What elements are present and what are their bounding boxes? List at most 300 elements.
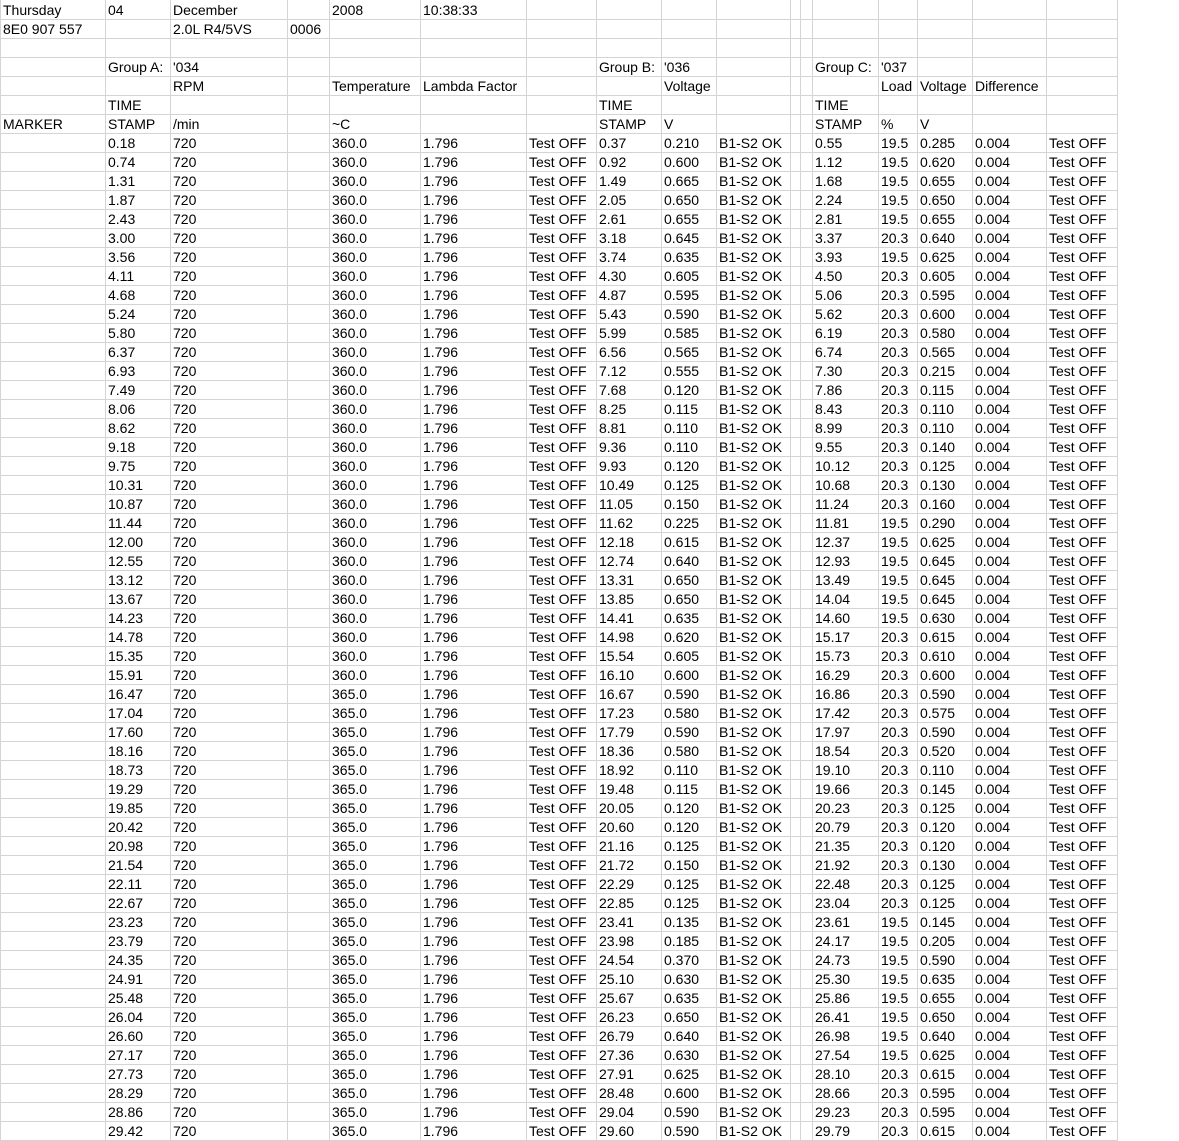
voltage-b-cell[interactable]: 0.630 (664, 1047, 700, 1063)
time-stamp-c-cell[interactable]: 6.19 (815, 325, 843, 341)
test-status-c-cell[interactable]: Test OFF (1049, 629, 1107, 645)
test-status-b-cell[interactable]: Test OFF (529, 705, 587, 721)
time-stamp-a-cell[interactable]: 7.49 (108, 382, 136, 398)
voltage-c-cell[interactable]: 0.600 (920, 306, 956, 322)
voltage-b-cell[interactable]: 0.590 (664, 686, 700, 702)
group-c-voltage-header[interactable]: Voltage (920, 78, 967, 94)
voltage-b-cell[interactable]: 0.635 (664, 990, 700, 1006)
temperature-cell[interactable]: 360.0 (332, 268, 368, 284)
time-stamp-c-cell[interactable]: 7.86 (815, 382, 843, 398)
load-cell[interactable]: 20.3 (881, 439, 909, 455)
lambda-factor-cell[interactable]: 1.796 (423, 534, 459, 550)
time-stamp-c-cell[interactable]: 12.93 (815, 553, 851, 569)
difference-cell[interactable]: 0.004 (975, 857, 1011, 873)
load-cell[interactable]: 20.3 (881, 781, 909, 797)
time-stamp-a-cell[interactable]: 15.91 (108, 667, 144, 683)
voltage-b-cell[interactable]: 0.620 (664, 629, 700, 645)
temperature-cell[interactable]: 360.0 (332, 515, 368, 531)
lambda-factor-cell[interactable]: 1.796 (423, 344, 459, 360)
time-stamp-b-cell[interactable]: 9.93 (599, 458, 627, 474)
sensor-status-cell[interactable]: B1-S2 OK (719, 325, 783, 341)
sensor-status-cell[interactable]: B1-S2 OK (719, 173, 783, 189)
voltage-c-cell[interactable]: 0.645 (920, 553, 956, 569)
sensor-status-cell[interactable]: B1-S2 OK (719, 287, 783, 303)
lambda-factor-cell[interactable]: 1.796 (423, 420, 459, 436)
test-status-b-cell[interactable]: Test OFF (529, 325, 587, 341)
test-status-b-cell[interactable]: Test OFF (529, 287, 587, 303)
time-stamp-a-cell[interactable]: 0.74 (108, 154, 136, 170)
voltage-c-cell[interactable]: 0.625 (920, 534, 956, 550)
sensor-status-cell[interactable]: B1-S2 OK (719, 686, 783, 702)
time-stamp-c-cell[interactable]: 14.60 (815, 610, 851, 626)
voltage-c-cell[interactable]: 0.655 (920, 211, 956, 227)
temperature-cell[interactable]: 360.0 (332, 211, 368, 227)
rpm-cell[interactable]: 720 (173, 306, 197, 322)
time-stamp-b-cell[interactable]: 7.12 (599, 363, 627, 379)
voltage-c-cell[interactable]: 0.215 (920, 363, 956, 379)
sensor-status-cell[interactable]: B1-S2 OK (719, 1047, 783, 1063)
voltage-c-cell[interactable]: 0.565 (920, 344, 956, 360)
sensor-status-cell[interactable]: B1-S2 OK (719, 819, 783, 835)
test-status-c-cell[interactable]: Test OFF (1049, 648, 1107, 664)
voltage-b-cell[interactable]: 0.370 (664, 952, 700, 968)
test-status-b-cell[interactable]: Test OFF (529, 591, 587, 607)
difference-cell[interactable]: 0.004 (975, 230, 1011, 246)
time-stamp-a-cell[interactable]: 6.37 (108, 344, 136, 360)
time-stamp-b-cell[interactable]: 5.99 (599, 325, 627, 341)
test-status-c-cell[interactable]: Test OFF (1049, 325, 1107, 341)
time-stamp-b-cell[interactable]: 19.48 (599, 781, 635, 797)
test-status-c-cell[interactable]: Test OFF (1049, 1047, 1107, 1063)
test-status-b-cell[interactable]: Test OFF (529, 230, 587, 246)
time-stamp-a-cell[interactable]: 1.31 (108, 173, 136, 189)
test-status-b-cell[interactable]: Test OFF (529, 211, 587, 227)
time-cell[interactable]: 10:38:33 (423, 2, 478, 18)
difference-header[interactable]: Difference (975, 78, 1039, 94)
voltage-c-cell[interactable]: 0.115 (920, 382, 954, 398)
temperature-cell[interactable]: 360.0 (332, 534, 368, 550)
test-status-c-cell[interactable]: Test OFF (1049, 458, 1107, 474)
temperature-cell[interactable]: 365.0 (332, 1085, 368, 1101)
difference-cell[interactable]: 0.004 (975, 458, 1011, 474)
voltage-c-cell[interactable]: 0.145 (920, 914, 956, 930)
rpm-cell[interactable]: 720 (173, 914, 197, 930)
difference-cell[interactable]: 0.004 (975, 819, 1011, 835)
difference-cell[interactable]: 0.004 (975, 1047, 1011, 1063)
time-stamp-c-cell[interactable]: 15.17 (815, 629, 851, 645)
difference-cell[interactable]: 0.004 (975, 325, 1011, 341)
test-status-b-cell[interactable]: Test OFF (529, 382, 587, 398)
load-cell[interactable]: 19.5 (881, 591, 909, 607)
voltage-b-cell[interactable]: 0.110 (664, 762, 698, 778)
time-stamp-c-cell[interactable]: 27.54 (815, 1047, 851, 1063)
difference-cell[interactable]: 0.004 (975, 705, 1011, 721)
test-status-c-cell[interactable]: Test OFF (1049, 344, 1107, 360)
group-b-id[interactable]: '036 (664, 59, 691, 75)
difference-cell[interactable]: 0.004 (975, 1123, 1011, 1139)
time-stamp-a-cell[interactable]: 28.86 (108, 1104, 144, 1120)
group-c-stamp-header[interactable]: STAMP (815, 116, 863, 132)
time-stamp-b-cell[interactable]: 27.36 (599, 1047, 635, 1063)
load-cell[interactable]: 19.5 (881, 971, 909, 987)
load-cell[interactable]: 19.5 (881, 249, 909, 265)
sensor-status-cell[interactable]: B1-S2 OK (719, 553, 783, 569)
time-stamp-b-cell[interactable]: 11.05 (599, 496, 633, 512)
voltage-b-cell[interactable]: 0.225 (664, 515, 700, 531)
time-stamp-c-cell[interactable]: 1.12 (815, 154, 843, 170)
time-stamp-b-cell[interactable]: 5.43 (599, 306, 627, 322)
temperature-cell[interactable]: 360.0 (332, 667, 368, 683)
load-cell[interactable]: 19.5 (881, 211, 909, 227)
time-stamp-c-cell[interactable]: 15.73 (815, 648, 851, 664)
time-stamp-a-cell[interactable]: 2.43 (108, 211, 136, 227)
temperature-cell[interactable]: 360.0 (332, 173, 368, 189)
sensor-status-cell[interactable]: B1-S2 OK (719, 800, 783, 816)
voltage-b-cell[interactable]: 0.640 (664, 553, 700, 569)
voltage-b-cell[interactable]: 0.120 (664, 819, 700, 835)
time-stamp-a-cell[interactable]: 15.35 (108, 648, 144, 664)
time-stamp-a-cell[interactable]: 3.00 (108, 230, 136, 246)
load-cell[interactable]: 20.3 (881, 819, 909, 835)
difference-cell[interactable]: 0.004 (975, 268, 1011, 284)
load-cell[interactable]: 20.3 (881, 306, 909, 322)
lambda-factor-cell[interactable]: 1.796 (423, 192, 459, 208)
rpm-cell[interactable]: 720 (173, 515, 197, 531)
test-status-c-cell[interactable]: Test OFF (1049, 895, 1107, 911)
test-status-b-cell[interactable]: Test OFF (529, 154, 587, 170)
voltage-c-cell[interactable]: 0.125 (920, 800, 956, 816)
temperature-cell[interactable]: 360.0 (332, 572, 368, 588)
lambda-factor-cell[interactable]: 1.796 (423, 971, 459, 987)
rpm-cell[interactable]: 720 (173, 534, 197, 550)
load-cell[interactable]: 19.5 (881, 515, 909, 531)
lambda-factor-cell[interactable]: 1.796 (423, 553, 459, 569)
test-status-b-cell[interactable]: Test OFF (529, 762, 587, 778)
difference-cell[interactable]: 0.004 (975, 420, 1011, 436)
sensor-status-cell[interactable]: B1-S2 OK (719, 249, 783, 265)
load-cell[interactable]: 20.3 (881, 800, 909, 816)
test-status-c-cell[interactable]: Test OFF (1049, 306, 1107, 322)
voltage-b-cell[interactable]: 0.580 (664, 743, 700, 759)
time-stamp-b-cell[interactable]: 8.81 (599, 420, 627, 436)
voltage-c-cell[interactable]: 0.130 (920, 857, 956, 873)
voltage-b-cell[interactable]: 0.585 (664, 325, 700, 341)
rpm-cell[interactable]: 720 (173, 1028, 197, 1044)
sensor-status-cell[interactable]: B1-S2 OK (719, 1085, 783, 1101)
time-stamp-b-cell[interactable]: 8.25 (599, 401, 627, 417)
test-status-c-cell[interactable]: Test OFF (1049, 382, 1107, 398)
time-stamp-a-cell[interactable]: 16.47 (108, 686, 144, 702)
time-stamp-a-cell[interactable]: 19.85 (108, 800, 144, 816)
time-stamp-c-cell[interactable]: 10.12 (815, 458, 851, 474)
rpm-cell[interactable]: 720 (173, 686, 197, 702)
load-cell[interactable]: 20.3 (881, 1066, 909, 1082)
time-stamp-c-cell[interactable]: 8.99 (815, 420, 843, 436)
difference-cell[interactable]: 0.004 (975, 990, 1011, 1006)
lambda-header[interactable]: Lambda Factor (423, 78, 518, 94)
test-status-c-cell[interactable]: Test OFF (1049, 135, 1107, 151)
test-status-c-cell[interactable]: Test OFF (1049, 1085, 1107, 1101)
time-stamp-a-cell[interactable]: 13.67 (108, 591, 144, 607)
lambda-factor-cell[interactable]: 1.796 (423, 1009, 459, 1025)
temperature-cell[interactable]: 365.0 (332, 724, 368, 740)
sensor-status-cell[interactable]: B1-S2 OK (719, 382, 783, 398)
lambda-factor-cell[interactable]: 1.796 (423, 686, 459, 702)
lambda-factor-cell[interactable]: 1.796 (423, 591, 459, 607)
lambda-factor-cell[interactable]: 1.796 (423, 876, 459, 892)
voltage-b-cell[interactable]: 0.125 (664, 895, 700, 911)
group-a-stamp-header[interactable]: STAMP (108, 116, 156, 132)
voltage-c-cell[interactable]: 0.640 (920, 230, 956, 246)
test-status-c-cell[interactable]: Test OFF (1049, 572, 1107, 588)
lambda-factor-cell[interactable]: 1.796 (423, 857, 459, 873)
difference-cell[interactable]: 0.004 (975, 154, 1011, 170)
sensor-status-cell[interactable]: B1-S2 OK (719, 154, 783, 170)
sensor-status-cell[interactable]: B1-S2 OK (719, 306, 783, 322)
load-cell[interactable]: 19.5 (881, 553, 909, 569)
test-status-c-cell[interactable]: Test OFF (1049, 838, 1107, 854)
test-status-c-cell[interactable]: Test OFF (1049, 439, 1107, 455)
test-status-b-cell[interactable]: Test OFF (529, 743, 587, 759)
lambda-factor-cell[interactable]: 1.796 (423, 211, 459, 227)
voltage-c-cell[interactable]: 0.625 (920, 1047, 956, 1063)
time-stamp-c-cell[interactable]: 23.04 (815, 895, 851, 911)
load-cell[interactable]: 19.5 (881, 933, 909, 949)
test-status-c-cell[interactable]: Test OFF (1049, 192, 1107, 208)
test-status-c-cell[interactable]: Test OFF (1049, 667, 1107, 683)
load-cell[interactable]: 20.3 (881, 857, 909, 873)
time-stamp-a-cell[interactable]: 0.18 (108, 135, 136, 151)
time-stamp-b-cell[interactable]: 29.60 (599, 1123, 635, 1139)
time-stamp-a-cell[interactable]: 26.60 (108, 1028, 144, 1044)
voltage-c-cell[interactable]: 0.650 (920, 192, 956, 208)
lambda-factor-cell[interactable]: 1.796 (423, 1085, 459, 1101)
difference-cell[interactable]: 0.004 (975, 838, 1011, 854)
voltage-b-cell[interactable]: 0.600 (664, 667, 700, 683)
temperature-unit[interactable]: ~C (332, 116, 351, 132)
rpm-cell[interactable]: 720 (173, 401, 197, 417)
time-stamp-c-cell[interactable]: 5.06 (815, 287, 843, 303)
time-stamp-a-cell[interactable]: 5.80 (108, 325, 136, 341)
voltage-c-cell[interactable]: 0.110 (920, 762, 954, 778)
time-stamp-c-cell[interactable]: 24.73 (815, 952, 851, 968)
time-stamp-b-cell[interactable]: 29.04 (599, 1104, 635, 1120)
rpm-cell[interactable]: 720 (173, 344, 197, 360)
test-status-b-cell[interactable]: Test OFF (529, 629, 587, 645)
difference-cell[interactable]: 0.004 (975, 610, 1011, 626)
time-stamp-c-cell[interactable]: 3.37 (815, 230, 843, 246)
temperature-cell[interactable]: 360.0 (332, 287, 368, 303)
temperature-cell[interactable]: 365.0 (332, 819, 368, 835)
voltage-b-cell[interactable]: 0.635 (664, 249, 700, 265)
rpm-cell[interactable]: 720 (173, 857, 197, 873)
temperature-cell[interactable]: 365.0 (332, 1009, 368, 1025)
voltage-b-cell[interactable]: 0.640 (664, 1028, 700, 1044)
sensor-status-cell[interactable]: B1-S2 OK (719, 344, 783, 360)
time-stamp-c-cell[interactable]: 3.93 (815, 249, 843, 265)
load-cell[interactable]: 20.3 (881, 287, 909, 303)
rpm-cell[interactable]: 720 (173, 876, 197, 892)
time-stamp-c-cell[interactable]: 8.43 (815, 401, 843, 417)
lambda-factor-cell[interactable]: 1.796 (423, 135, 459, 151)
difference-cell[interactable]: 0.004 (975, 933, 1011, 949)
time-stamp-b-cell[interactable]: 14.98 (599, 629, 635, 645)
test-status-b-cell[interactable]: Test OFF (529, 420, 587, 436)
time-stamp-c-cell[interactable]: 29.23 (815, 1104, 851, 1120)
difference-cell[interactable]: 0.004 (975, 135, 1011, 151)
voltage-c-cell[interactable]: 0.595 (920, 287, 956, 303)
voltage-c-cell[interactable]: 0.140 (920, 439, 956, 455)
voltage-b-cell[interactable]: 0.115 (664, 401, 698, 417)
lambda-factor-cell[interactable]: 1.796 (423, 933, 459, 949)
load-cell[interactable]: 20.3 (881, 743, 909, 759)
load-cell[interactable]: 20.3 (881, 895, 909, 911)
voltage-c-cell[interactable]: 0.575 (920, 705, 956, 721)
time-stamp-c-cell[interactable]: 19.10 (815, 762, 851, 778)
voltage-b-cell[interactable]: 0.125 (664, 876, 700, 892)
group-a-label[interactable]: Group A: (108, 59, 164, 75)
difference-cell[interactable]: 0.004 (975, 743, 1011, 759)
lambda-factor-cell[interactable]: 1.796 (423, 1104, 459, 1120)
test-status-b-cell[interactable]: Test OFF (529, 553, 587, 569)
load-cell[interactable]: 20.3 (881, 363, 909, 379)
rpm-cell[interactable]: 720 (173, 705, 197, 721)
load-cell[interactable]: 20.3 (881, 420, 909, 436)
load-cell[interactable]: 19.5 (881, 173, 909, 189)
time-stamp-c-cell[interactable]: 28.66 (815, 1085, 851, 1101)
rpm-cell[interactable]: 720 (173, 325, 197, 341)
voltage-c-cell[interactable]: 0.625 (920, 249, 956, 265)
voltage-c-cell[interactable]: 0.605 (920, 268, 956, 284)
sensor-status-cell[interactable]: B1-S2 OK (719, 781, 783, 797)
sensor-status-cell[interactable]: B1-S2 OK (719, 515, 783, 531)
time-stamp-b-cell[interactable]: 21.72 (599, 857, 635, 873)
rpm-cell[interactable]: 720 (173, 249, 197, 265)
load-cell[interactable]: 20.3 (881, 629, 909, 645)
lambda-factor-cell[interactable]: 1.796 (423, 610, 459, 626)
load-cell[interactable]: 20.3 (881, 477, 909, 493)
time-stamp-a-cell[interactable]: 12.55 (108, 553, 144, 569)
temperature-header[interactable]: Temperature (332, 78, 411, 94)
voltage-c-cell[interactable]: 0.590 (920, 724, 956, 740)
time-stamp-b-cell[interactable]: 2.05 (599, 192, 627, 208)
rpm-cell[interactable]: 720 (173, 591, 197, 607)
voltage-b-cell[interactable]: 0.120 (664, 800, 700, 816)
temperature-cell[interactable]: 365.0 (332, 990, 368, 1006)
rpm-cell[interactable]: 720 (173, 629, 197, 645)
test-status-b-cell[interactable]: Test OFF (529, 610, 587, 626)
rpm-cell[interactable]: 720 (173, 420, 197, 436)
voltage-b-cell[interactable]: 0.120 (664, 382, 700, 398)
lambda-factor-cell[interactable]: 1.796 (423, 1028, 459, 1044)
test-status-c-cell[interactable]: Test OFF (1049, 990, 1107, 1006)
load-cell[interactable]: 20.3 (881, 648, 909, 664)
time-stamp-a-cell[interactable]: 27.73 (108, 1066, 144, 1082)
voltage-c-cell[interactable]: 0.595 (920, 1104, 956, 1120)
time-stamp-c-cell[interactable]: 12.37 (815, 534, 851, 550)
test-status-c-cell[interactable]: Test OFF (1049, 401, 1107, 417)
temperature-cell[interactable]: 360.0 (332, 401, 368, 417)
voltage-c-cell[interactable]: 0.590 (920, 686, 956, 702)
voltage-c-cell[interactable]: 0.655 (920, 173, 956, 189)
time-stamp-a-cell[interactable]: 24.35 (108, 952, 144, 968)
test-status-c-cell[interactable]: Test OFF (1049, 781, 1107, 797)
group-c-voltage-unit[interactable]: V (920, 116, 930, 132)
difference-cell[interactable]: 0.004 (975, 1028, 1011, 1044)
time-stamp-a-cell[interactable]: 20.42 (108, 819, 144, 835)
time-stamp-a-cell[interactable]: 3.56 (108, 249, 136, 265)
difference-cell[interactable]: 0.004 (975, 401, 1011, 417)
voltage-b-cell[interactable]: 0.135 (664, 914, 700, 930)
time-stamp-b-cell[interactable]: 12.74 (599, 553, 635, 569)
test-status-c-cell[interactable]: Test OFF (1049, 1066, 1107, 1082)
sensor-status-cell[interactable]: B1-S2 OK (719, 420, 783, 436)
voltage-b-cell[interactable]: 0.630 (664, 971, 700, 987)
difference-cell[interactable]: 0.004 (975, 1085, 1011, 1101)
time-stamp-a-cell[interactable]: 1.87 (108, 192, 136, 208)
rpm-cell[interactable]: 720 (173, 173, 197, 189)
temperature-cell[interactable]: 360.0 (332, 648, 368, 664)
temperature-cell[interactable]: 365.0 (332, 971, 368, 987)
sensor-status-cell[interactable]: B1-S2 OK (719, 971, 783, 987)
lambda-factor-cell[interactable]: 1.796 (423, 819, 459, 835)
load-cell[interactable]: 20.3 (881, 667, 909, 683)
time-stamp-b-cell[interactable]: 12.18 (599, 534, 635, 550)
test-status-b-cell[interactable]: Test OFF (529, 439, 587, 455)
sensor-status-cell[interactable]: B1-S2 OK (719, 629, 783, 645)
difference-cell[interactable]: 0.004 (975, 591, 1011, 607)
rpm-cell[interactable]: 720 (173, 762, 197, 778)
sensor-status-cell[interactable]: B1-S2 OK (719, 724, 783, 740)
sensor-status-cell[interactable]: B1-S2 OK (719, 1009, 783, 1025)
difference-cell[interactable]: 0.004 (975, 971, 1011, 987)
sensor-status-cell[interactable]: B1-S2 OK (719, 610, 783, 626)
test-status-c-cell[interactable]: Test OFF (1049, 914, 1107, 930)
test-status-c-cell[interactable]: Test OFF (1049, 268, 1107, 284)
load-cell[interactable]: 19.5 (881, 572, 909, 588)
test-status-c-cell[interactable]: Test OFF (1049, 1028, 1107, 1044)
rpm-cell[interactable]: 720 (173, 439, 197, 455)
time-stamp-b-cell[interactable]: 0.37 (599, 135, 627, 151)
time-stamp-b-cell[interactable]: 22.85 (599, 895, 635, 911)
sensor-status-cell[interactable]: B1-S2 OK (719, 496, 783, 512)
test-status-c-cell[interactable]: Test OFF (1049, 1009, 1107, 1025)
rpm-cell[interactable]: 720 (173, 667, 197, 683)
difference-cell[interactable]: 0.004 (975, 553, 1011, 569)
difference-cell[interactable]: 0.004 (975, 306, 1011, 322)
time-stamp-b-cell[interactable]: 13.85 (599, 591, 635, 607)
time-stamp-b-cell[interactable]: 4.30 (599, 268, 627, 284)
rpm-cell[interactable]: 720 (173, 1047, 197, 1063)
test-status-b-cell[interactable]: Test OFF (529, 990, 587, 1006)
voltage-b-cell[interactable]: 0.600 (664, 154, 700, 170)
time-stamp-b-cell[interactable]: 26.23 (599, 1009, 635, 1025)
voltage-b-cell[interactable]: 0.605 (664, 268, 700, 284)
sensor-status-cell[interactable]: B1-S2 OK (719, 838, 783, 854)
sensor-status-cell[interactable]: B1-S2 OK (719, 914, 783, 930)
difference-cell[interactable]: 0.004 (975, 496, 1011, 512)
voltage-b-cell[interactable]: 0.650 (664, 1009, 700, 1025)
time-stamp-a-cell[interactable]: 9.18 (108, 439, 136, 455)
time-stamp-b-cell[interactable]: 18.36 (599, 743, 635, 759)
test-status-b-cell[interactable]: Test OFF (529, 1047, 587, 1063)
lambda-factor-cell[interactable]: 1.796 (423, 439, 459, 455)
voltage-b-cell[interactable]: 0.650 (664, 572, 700, 588)
test-status-b-cell[interactable]: Test OFF (529, 344, 587, 360)
rpm-cell[interactable]: 720 (173, 135, 197, 151)
test-status-c-cell[interactable]: Test OFF (1049, 477, 1107, 493)
rpm-cell[interactable]: 720 (173, 781, 197, 797)
